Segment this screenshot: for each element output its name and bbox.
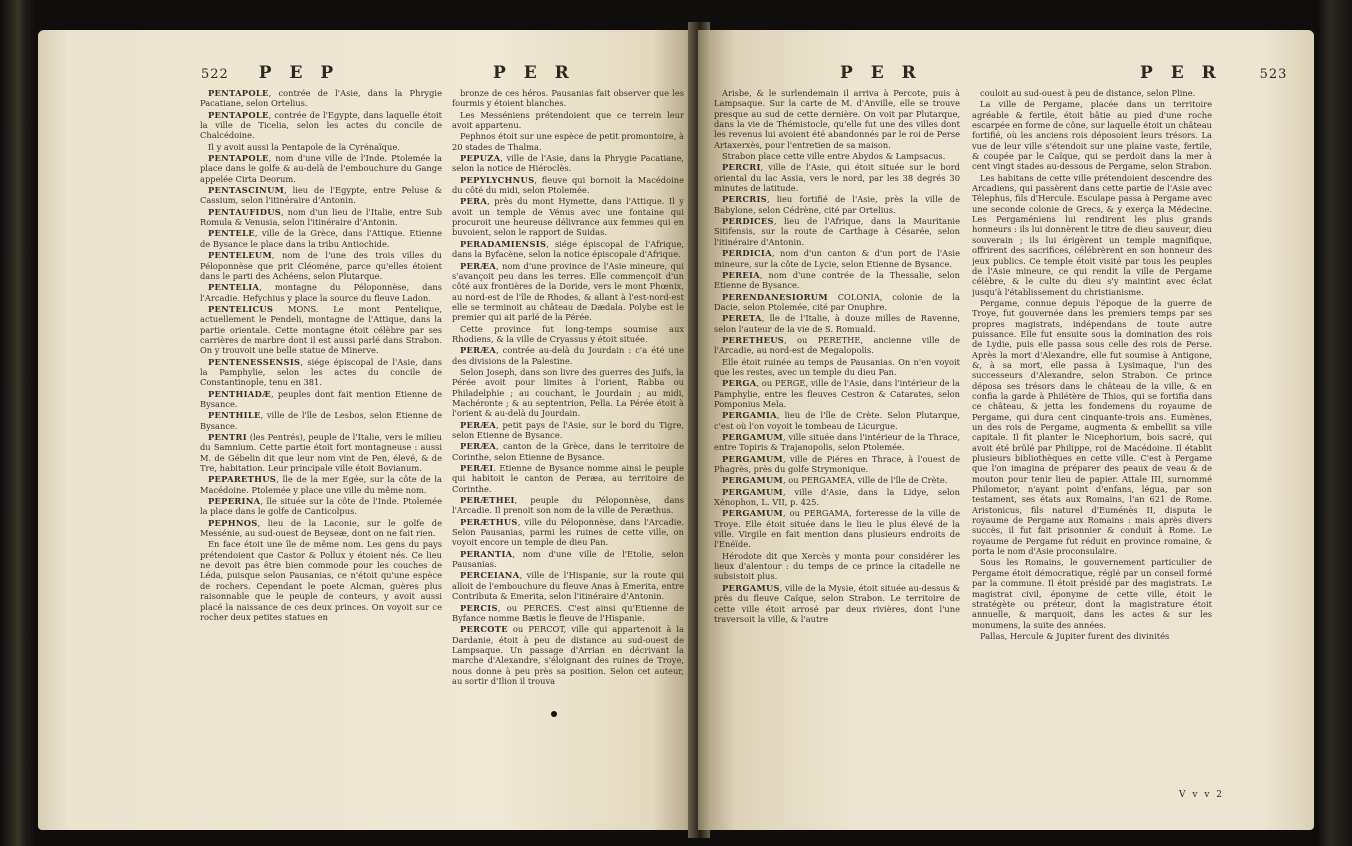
entry-paragraph: PERGAMUS, ville de la Mysie, étoit située au-dessus & près du fleuve Caïque, selon Strabon. Le territoire de cette ville étoit arrosé par deux rivières, dont l'une traversoit la ville, & l'autre bbox=[714, 582, 960, 624]
entry-paragraph: PENTELIA, montagne du Péloponnèse, dans l'Arcadie. Hefychius y place la source du fleuve Ladon. bbox=[200, 282, 442, 303]
left-page-number: 522 bbox=[201, 67, 229, 82]
entry-paragraph: Pephnos étoit sur une espèce de petit promontoire, à 20 stades de Thalma. bbox=[452, 131, 684, 152]
entry-paragraph: Selon Joseph, dans son livre des guerres des Juifs, la Pérée avoit pour limites à l'orient, Rabba ou Philadelphie ; au couchant, le Jourdain ; au midi, Machéronte ; & au septentrion, Pella. La Pérée étoit à l'orient & au-delà du Jourdain. bbox=[452, 366, 684, 419]
right-page-column-1 bbox=[714, 88, 960, 812]
entry-paragraph: PERÆI. Etienne de Bysance nomme ainsi le peuple qui habitoit le canton de Peræa, au territoire de Corinthe. bbox=[452, 463, 684, 494]
entry-paragraph: PERGAMIA, lieu de l'île de Crète. Selon Plutarque, c'est où l'on voyoit le tombeau de Licurgue. bbox=[714, 410, 960, 431]
entry-paragraph: PERENDANESIORUM COLONIA, colonie de la Dacie, selon Ptolemée, cité par Onuphre. bbox=[714, 291, 960, 312]
entry-paragraph: Il y avoit aussi la Pentapole de la Cyrénaïque. bbox=[208, 141, 400, 152]
left-running-head-2: P E R bbox=[493, 63, 575, 83]
left-page-number-and-head bbox=[201, 63, 339, 83]
entry-paragraph: PERDICIA, nom d'un canton & d'un port de l'Asie mineure, sur la côte de Lycie, selon Etienne de Bysance. bbox=[714, 248, 960, 269]
entry-paragraph: Pergame, connue depuis l'époque de la guerre de Troye, fut gouvernée dans les premiers temps par ses propres magistrats, indépendans de toute autre puissance. Elle fut ensuite sous la domination des rois de Lydie, puis elle passa sous celle des rois de Perse. Après la mort d'Alexandre, elle fut soumise à Antigone, &, à sa mort, elle passa à Lysimaque, l'un des successeurs d'Alexandre, selon Strabon. Ce prince déposa ses trésors dans le château de la ville, & en confia la garde à Philétère de Thios, qui se fortifia dans ce château, & jetta les fondemens du royaume de Pergame, qui dura cent cinquante-trois ans. Eumènes, un des rois de Pergame, augmenta & embellit sa ville capitale. Il fit planter le Nicephorium, bois sacré, qui avoit été brûlé par Philippe, roi de Macédoine. Il établit plusieurs bibliothèques en cette ville. C'est à Pergame que l'on imagina de préparer des peaux de veau & de mouton pour tenir lieu de papier. Attale III, surnommé Philometor, n'ayant point d'enfans, légua, par son testament, ses états aux Romains, l'an 621 de Rome. Aristonicus, fils naturel d'Euménès II, disputa le royaume de Pergame aux Romains : mais après divers succès, il fut fait prisonnier & conduit à Rome. Le royaume de Pergame fut réduit en province romaine, & porta le nom d'Asie proconsulaire. bbox=[972, 297, 1212, 557]
entry-paragraph: PERCOTE ou PERCOT, ville qui appartenoit à la Dardanie, étoit à peu de distance au sud-ouest de Lampsaque. Un passage d'Arrian en décrivant la marche d'Alexandre, s'éloignant des ruines de Troye, nous donne à peu près sa position. Selon cet auteur, au sortir d'Ilion il trouva bbox=[452, 624, 684, 686]
entry-paragraph: Pallas, Hercule & Jupiter furent des divinités bbox=[980, 630, 1170, 641]
entry-paragraph: PEPERINA, île située sur la côte de l'Inde. Ptolemée la place dans le golfe de Canticolpus. bbox=[200, 496, 442, 517]
right-page bbox=[698, 30, 1314, 830]
left-page bbox=[38, 30, 698, 830]
entry-paragraph: PENTASCINUM, lieu de l'Egypte, entre Peluse & Cassium, selon l'itinéraire d'Antonin. bbox=[200, 185, 442, 206]
entry-paragraph: PENTELEUM, nom de l'une des trois villes du Péloponnèse que prit Cléoméne, parce qu'elles étoient dans le parti des Achéens, selon Plutarque. bbox=[200, 250, 442, 281]
entry-paragraph: PENTAPOLE, contrée de l'Egypte, dans laquelle étoit la ville de Ticelia, selon les actes du concile de Chalcédoine. bbox=[200, 109, 442, 141]
entry-paragraph: PERADAMIENSIS, siége épiscopal de l'Afrique, dans la Byfacène, selon la notice épiscopale d'Afrique. bbox=[452, 238, 684, 260]
entry-paragraph: PERA, près du mont Hymette, dans l'Attique. Il y avoit un temple de Vénus avec une fontaine qui procuroit une heureuse délivrance aux femmes qui en buvoient, selon le rapport de Suidas. bbox=[452, 196, 684, 238]
entry-paragraph: PERETA, île de l'Italie, à douze milles de Ravenne, selon l'auteur de la vie de S. Romuald. bbox=[714, 313, 960, 334]
entry-paragraph: PERÆTHUS, ville du Péloponnèse, dans l'Arcadie. Selon Pausanias, parmi les ruines de cette ville, on voyoit encore un temple de dieu Pan. bbox=[452, 516, 684, 548]
entry-paragraph: PERGA, ou PERGE, ville de l'Asie, dans l'intérieur de la Pamphylie, entre les fleuves Cestron & Catarates, selon Pomponius Mela. bbox=[714, 378, 960, 409]
entry-paragraph: PERGAMUM, ville située dans l'intérieur de la Thrace, entre Topiris & Trajanopolis, selon Ptolemée. bbox=[714, 432, 960, 453]
left-running-head-1: P E P bbox=[258, 63, 340, 83]
entry-paragraph: PERÆA, canton de la Grèce, dans le territoire de Corinthe, selon Etienne de Bysance. bbox=[452, 441, 684, 462]
entry-paragraph: Arisbe, & le surlendemain il arriva à Percote, puis à Lampsaque. Sur la carte de M. d'Anville, elle se trouve presque au sud de cette dernière. On voit par Plutarque, dans la vie de Thémistocle, qu'elle fut une des villes dont les revenus lui avoient été abandonnés par le roi de Perse Artaxerxès, pour l'entretien de sa maison. bbox=[714, 88, 960, 150]
entry-paragraph: PERCIS, ou PERCES. C'est ainsi qu'Etienne de Byfance nomme Bætis le fleuve de l'Hispanie. bbox=[452, 602, 684, 623]
entry-paragraph: Cette province fut long-temps soumise aux Rhodiens, & la ville de Cryassus y étoit située. bbox=[452, 323, 684, 344]
entry-paragraph: PERCRIS, lieu fortifié de l'Asie, près la ville de Babylone, selon Cédrène, cité par Ortelius. bbox=[714, 194, 960, 215]
entry-paragraph: bronze de ces héros. Pausanias fait observer que les fourmis y étoient blanches. bbox=[452, 88, 684, 109]
entry-paragraph: Les Messéniens prétendoient que ce terrein leur avoit appartenu. bbox=[452, 109, 684, 131]
entry-paragraph: PERGAMUM, ou PERGAMA, forteresse de la ville de Troye. Elle étoit située dans le lieu le plus élevé de la ville. Virgile en fait mention dans plusieurs endroits de l'Enéïde. bbox=[714, 508, 960, 550]
entry-paragraph: PERÆTHEI, peuple du Péloponnèse, dans l'Arcadie. Il prenoit son nom de la ville de Peræthus. bbox=[452, 495, 684, 516]
entry-paragraph: PERETHEUS, ou PERETHE, ancienne ville de l'Arcadie, au nord-est de Megalopolis. bbox=[714, 334, 960, 356]
entry-paragraph: Hérodote dit que Xercès y monta pour considérer les lieux d'alentour : du temps de ce prince la citadelle ne subsistoit plus. bbox=[714, 550, 960, 582]
right-running-head-2: P E R bbox=[1140, 63, 1222, 83]
entry-paragraph: PENTAPOLE, nom d'une ville de l'Inde. Ptolemée la place dans le golfe & au-delà de l'embouchure du Gange appelée Cirta Deorum. bbox=[200, 153, 442, 184]
entry-paragraph: PERÆA, nom d'une province de l'Asie mineure, qui s'avançoit peu dans les terres. Elle commençoit d'un côté aux frontières de la Doride, vers le mont Phœnix, au nord-est de l'île de Rhodes, & allant à l'est-nord-est elle se terminoit au château de Dædala. Polybe est le premier qui ait parlé de la Pérée. bbox=[452, 260, 684, 323]
entry-paragraph: couloit au sud-ouest à peu de distance, selon Pline. bbox=[980, 88, 1196, 98]
left-page-column-2 bbox=[452, 88, 684, 812]
entry-paragraph: PENTHIADÆ, peuples dont fait mention Etienne de Bysance. bbox=[200, 388, 442, 409]
entry-paragraph: PENTAUFIDUS, nom d'un lieu de l'Italie, entre Sub Romula & Venusia, selon l'itinéraire d'Antonin. bbox=[200, 206, 442, 228]
entry-paragraph: Sous les Romains, le gouvernement particulier de Pergame étoit démocratique, réglé par un conseil formé par la commune. Il étoit présidé par des magistrats. Le magistrat civil, éponyme de cette ville, étoit le stratégète ou préteur, dont la magistrature étoit annuelle, & marquoit, dans les actes & sur les monumens, la suite des années. bbox=[972, 557, 1212, 630]
entry-paragraph: Strabon place cette ville entre Abydos & Lampsacus. bbox=[722, 151, 946, 162]
entry-paragraph: PERGAMUM, ville d'Asie, dans la Lidye, selon Xénophon, L. VII, p. 425. bbox=[714, 486, 960, 508]
entry-paragraph: Les habitans de cette ville prétendoient descendre des Arcadiens, qui passèrent dans cette partie de l'Asie avec Télephus, fils d'Hercule. Esculape passa à Pergame avec une seconde colonie de Grecs, & y exerça la Médecine. Les Pergaméniens lui rendirent les plus grands honneurs : ils lui donnèrent le titre de dieu sauveur, dieu souverain ; ils lui érigèrent un temple magnifique, offrirent des sacrifices, célébrèrent en son honneur des jeux publics. Ce temple étoit visité par tous les peuples de l'Asie mineure, ce qui rendit la ville de Pergame célèbre, & le culte du dieu s'y maintint avec éclat jusqu'à l'établissement du christianisme. bbox=[972, 172, 1212, 297]
right-page-column-2 bbox=[972, 88, 1212, 812]
signature-mark: V v v 2 bbox=[1179, 790, 1224, 800]
entry-paragraph: PERANTIA, nom d'une ville de l'Etolie, selon Pausanias. bbox=[452, 548, 684, 570]
right-running-head-1: P E R bbox=[840, 63, 922, 83]
entry-paragraph: PEPUZA, ville de l'Asie, dans la Phrygie Pacatiane, selon la notice de Hiéroclès. bbox=[452, 153, 684, 174]
entry-paragraph: PENTAPOLE, contrée de l'Asie, dans la Phrygie Pacatiane, selon Ortelius. bbox=[200, 88, 442, 109]
right-page-head-and-number bbox=[1140, 63, 1287, 83]
entry-paragraph: PERGAMUM, ou PERGAMEA, ville de l'île de Crète. bbox=[722, 475, 948, 486]
entry-paragraph: PERÆA, petit pays de l'Asie, sur le bord du Tigre, selon Etienne de Bysance. bbox=[452, 419, 684, 440]
entry-paragraph: PERDICES, lieu de l'Afrique, dans la Mauritanie Sitifensis, sur la route de Carthage à Césarée, selon l'itinéraire d'Antonin. bbox=[714, 216, 960, 247]
entry-paragraph: PEPHNOS, lieu de la Laconie, sur le golfe de Messénie, au sud-ouest de Beyseæ, dont on ne fait rien. bbox=[200, 517, 442, 539]
entry-paragraph: PENTRI (les Pentrés), peuple de l'Italie, vers le milieu du Samnium. Cette partie étoit fort montagneuse : aussi M. de Gébelin dit que leur nom vint de Pen, élevé, & de Tre, habitation. Leur principale ville étoit Bovianum. bbox=[200, 432, 442, 474]
entry-paragraph: PENTENESSENSIS, siége épiscopal de l'Asie, dans la Pamphylie, selon les actes du concile de Constantinople, tenu en 381. bbox=[200, 356, 442, 388]
entry-paragraph: PERCEIANA, ville de l'Hispanie, sur la route qui alloit de l'embouchure du fleuve Anas à Emerita, entre Contributa & Emerita, selon l'itinéraire d'Antonin. bbox=[452, 570, 684, 602]
entry-paragraph: PENTHILE, ville de l'île de Lesbos, selon Etienne de Bysance. bbox=[200, 410, 442, 431]
left-page-column-1 bbox=[200, 88, 442, 812]
entry-paragraph: PERGAMUM, ville de Piéres en Thrace, à l'ouest de Phagrès, près du golfe Strymonique. bbox=[714, 453, 960, 475]
entry-paragraph: En face étoit une île de même nom. Les gens du pays prétendoient que Castor & Pollux y étoient nés. Ce lieu ne devoit pas être bien commode pour les couches de Léda, puisque selon Pausanias, ce n'étoit qu'une espèce de rochers. Cependant le poete Alcman, guères plus raisonnable que le peuple de conteurs, y avoit aussi placé la naissance de ces deux princes. On voyoit sur ce rocher deux petites statues en bbox=[200, 539, 442, 622]
entry-paragraph: PEPYLYCHNUS, fleuve qui bornoit la Macédoine du côté du midi, selon Ptolemée. bbox=[452, 174, 684, 196]
entry-paragraph: PEPARETHUS, île de la mer Egée, sur la côte de la Macédoine. Ptolemée y place une ville du même nom. bbox=[200, 474, 442, 495]
entry-paragraph: PERÆA, contrée au-delà du Jourdain : c'a été une des divisions de la Palestine. bbox=[452, 345, 684, 366]
entry-paragraph: PENTELE, ville de la Grèce, dans l'Attique. Etienne de Bysance le place dans la tribu Antiochide. bbox=[200, 228, 442, 249]
right-page-number: 523 bbox=[1259, 67, 1288, 82]
entry-paragraph: PERCRI, ville de l'Asie, qui étoit située sur le bord oriental du lac Assia, vers le nord, par les 38 degrés 30 minutes de latitude. bbox=[714, 162, 960, 194]
entry-paragraph: La ville de Pergame, placée dans un territoire agréable & fertile, étoit bâtie au pied d'une roche escarpée en forme de cône, sur laquelle étoit un château fortifié, où les anciens rois déposoient leurs trésors. La vue de leur ville s'étendoit sur une plaine vaste, fertile, & coupée par le Caïque, qui se perdoit dans la mer à cent vingt stades au-dessous de Pergame, selon Strabon. bbox=[972, 99, 1212, 172]
entry-paragraph: PEREIA, nom d'une contrée de la Thessalie, selon Etienne de Bysance. bbox=[714, 269, 960, 291]
entry-paragraph: PENTELICUS MONS. Le mont Pentelique, actuellement le Pendeli, montagne de l'Attique, dans la partie orientale. Cette montagne étoit célèbre par ses carrières de marbre dont il est aussi parlé dans Strabon. On y trouvoit une belle statue de Minerve. bbox=[200, 303, 442, 356]
ink-dot bbox=[551, 711, 557, 717]
entry-paragraph: Elle étoit ruinée au temps de Pausanias. On n'en voyoit que les restes, avec un temple du dieu Pan. bbox=[714, 356, 960, 377]
